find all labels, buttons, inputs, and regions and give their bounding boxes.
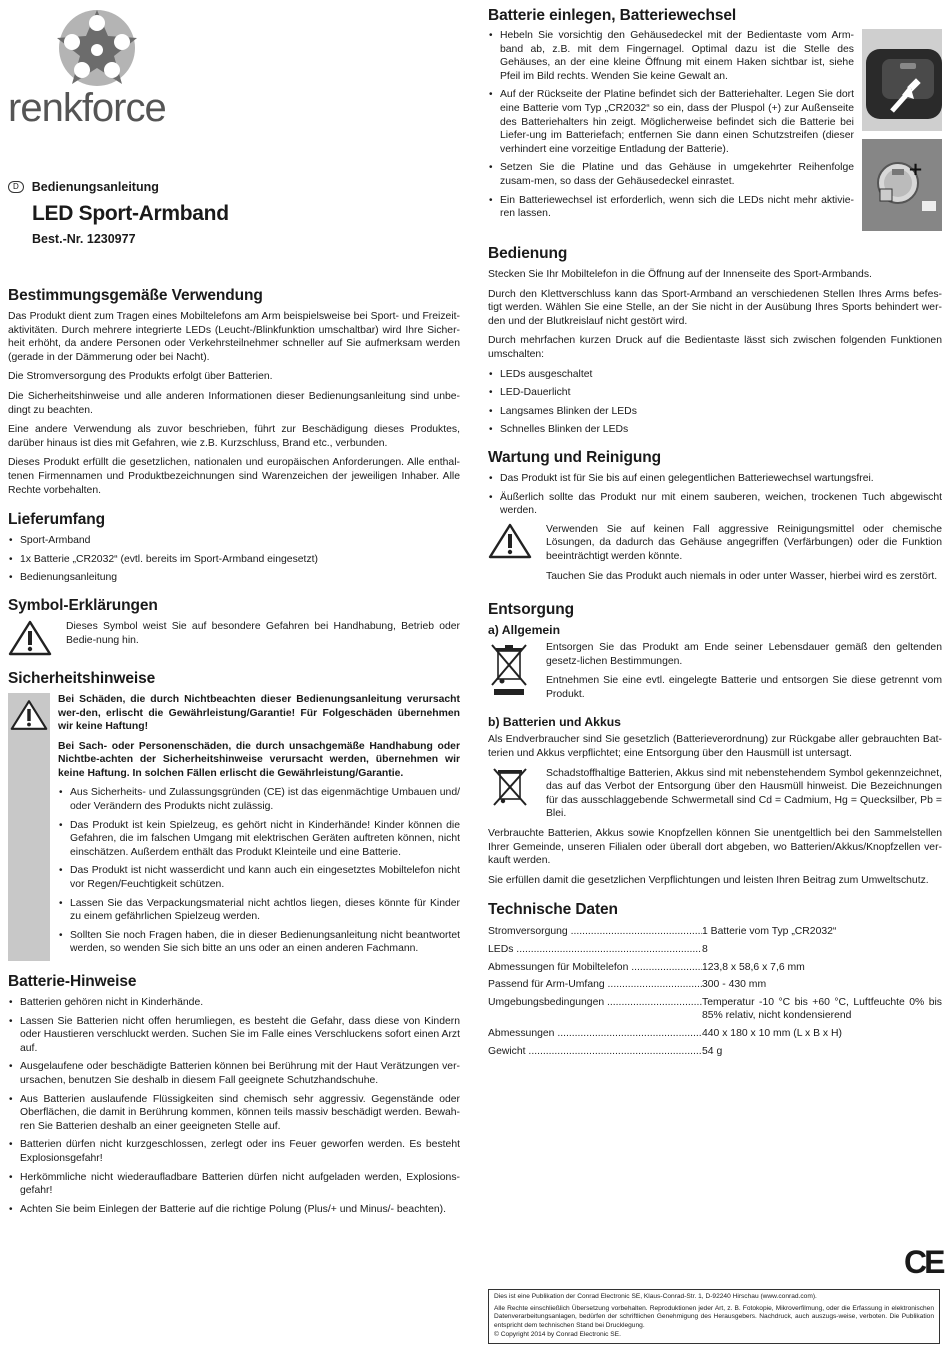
battery-holder-photo	[862, 139, 942, 231]
paragraph: Entnehmen Sie eine evtl. eingelegte Batterie und entsorgen Sie diese getrennt vom Produkt.	[546, 675, 942, 700]
safety-bold-note: Bei Sach- oder Personenschäden, die durch unsachgemäße Handhabung oder Nichtbe-achten der Sicherheitshinweise verursacht werden, übernehmen wir keine Haftung. In solchen Fällen erlischt die Gewährleistung/Garantie.	[58, 740, 460, 779]
tech-table	[488, 925, 942, 1058]
spec-value: 8	[702, 944, 708, 955]
doc-type: Bedienungsanleitung	[31, 180, 159, 194]
doc-header	[8, 180, 460, 246]
section-heading-battery-insert: Batterie einlegen, Batteriewechsel	[488, 7, 737, 24]
list-item: • Hebeln Sie vorsichtig den Gehäusedeckel mit der Bedientaste vom Arm-band ab, z.B. mit dem Fingernagel. Optimal dazu ist die Stelle des Gehäuses, an der eine kleine Öffnung mit einem Haken sichtbar ist, siehe Pfeil im Bild rechts. Wenden Sie keine Gewalt an.	[488, 29, 854, 83]
section-heading-delivery: Lieferumfang	[8, 511, 105, 529]
section-heading-disposal: Entsorgung	[488, 601, 574, 619]
section-heading-tech: Technische Daten	[488, 901, 618, 919]
spec-key: Umgebungsbedingungen .....	[488, 996, 702, 1023]
logo	[8, 6, 178, 131]
subheading-batteries: b) Batterien und Akkus	[488, 715, 621, 730]
list-item: • Bedienungsanleitung	[8, 571, 460, 585]
list-item: • Aus Batterien auslaufende Flüssigkeiten sind chemisch sehr aggressiv. Gegenstände oder Oberflächen, die damit in Berührung kommen, können teils massiv beschädigt werden. Bewah-ren Sie Batterien deshalb an einer geeigneten Stelle auf.	[8, 1093, 460, 1134]
paragraph: Als Endverbraucher sind Sie gesetzlich (Batterieverordnung) zur Rückgabe aller gebrauchten Bat-terien und Akkus verpflichtet; eine Entsorgung über den Hausmüll ist untersagt.	[488, 734, 942, 760]
section-heading-maintenance: Wartung und Reinigung	[488, 448, 661, 466]
list-item: • Sollten Sie noch Fragen haben, die in dieser Bedienungsanleitung nicht beantwortet werden, so wenden Sie sich bitte an uns oder an einen anderen Fachmann.	[58, 929, 460, 956]
renkforce-star-icon	[52, 6, 142, 88]
table-row	[488, 961, 942, 975]
list-item: • Sport-Armband	[8, 534, 460, 548]
list-item: • Herkömmliche nicht wiederaufladbare Batterien dürfen nicht aufgeladen werden, Explosions-gefahr!	[8, 1171, 460, 1198]
footer-line: Dies ist eine Publikation der Conrad Electronic SE, Klaus-Conrad-Str. 1, D-92240 Hirschau (www.conrad.com).	[494, 1293, 817, 1300]
crossed-bin-icon	[488, 641, 532, 697]
section-heading-operation: Bedienung	[488, 245, 568, 262]
spec-key: Stromversorgung .....	[488, 925, 702, 939]
list-item: • Das Produkt ist kein Spielzeug, es gehört nicht in Kinderhände! Kinder können die Gefahren, die im falschen Umgang mit elektrischen Geräten auftreten können, nicht einschätzen. Außerdem enthält das Produkt Kleinteile und eine Batterie.	[58, 819, 460, 860]
housing-photo	[862, 29, 942, 131]
spec-value: 300 - 430 mm	[702, 979, 767, 991]
section-heading-safety: Sicherheitshinweise	[8, 669, 156, 687]
table-row	[488, 978, 942, 992]
list-item: • Achten Sie beim Einlegen der Batterie auf die richtige Polung (Plus/+ und Minus/- beachten).	[8, 1203, 460, 1217]
paragraph: Stecken Sie Ihr Mobiltelefon in die Öffnung auf der Innenseite des Sport-Armbands.	[488, 269, 872, 280]
maintenance-warning: Tauchen Sie das Produkt auch niemals in oder unter Wasser, hierbei wird es zerstört.	[546, 570, 938, 582]
spec-key: LEDs .....	[488, 943, 702, 957]
subheading-general: a) Allgemein	[488, 623, 561, 638]
table-row	[488, 1045, 942, 1059]
list-item: • Setzen Sie die Platine und das Gehäuse in umgekehrter Reihenfolge zusam-men, so dass der Gehäusedeckel einrastet.	[488, 161, 854, 188]
list-item: • Lassen Sie das Verpackungsmaterial nicht achtlos liegen, dieses könnte für Kinder zu einem gefährlichen Spielzeug werden.	[58, 897, 460, 924]
spec-value: 440 x 180 x 10 mm (L x B x H)	[702, 1027, 842, 1039]
list-item: • Das Produkt ist für Sie bis auf einen gelegentlichen Batteriewechsel wartungsfrei.	[488, 472, 942, 486]
list-item: • Batterien dürfen nicht kurzgeschlossen, zerlegt oder ins Feuer geworfen werden. Es besteht Explosionsgefahr!	[8, 1138, 460, 1165]
section-heading-symbols: Symbol-Erklärungen	[8, 596, 158, 614]
svg-text:+: +	[908, 159, 924, 180]
section-heading-intended-use: Bestimmungsgemäße Verwendung	[8, 287, 263, 304]
spec-value: 123,8 x 58,6 x 7,6 mm	[702, 961, 805, 973]
spec-key: Gewicht .....	[488, 1045, 702, 1059]
ce-mark: CE	[904, 1244, 943, 1280]
table-row	[488, 996, 942, 1023]
paragraph: Dieses Produkt erfüllt die gesetzlichen, nationalen und europäischen Anforderungen. Alle enthal-tenen Firmennamen und Produktbezeichnungen sind Warenzeichen der jeweiligen Inhaber. Alle Rechte vorbehalten.	[8, 457, 460, 496]
brand-name: renkforce	[8, 86, 166, 130]
language-badge: D	[8, 181, 24, 193]
list-item: • Aus Sicherheits- und Zulassungsgründen (CE) ist das eigenmächtige Umbauen und/ oder Verändern des Produkts nicht zulässig.	[58, 786, 460, 813]
section-heading-battery-notes: Batterie-Hinweise	[8, 973, 137, 990]
warning-sidebar	[8, 693, 50, 961]
publisher-footer	[488, 1289, 940, 1344]
list-item: • LEDs ausgeschaltet	[488, 368, 942, 382]
paragraph: Eine andere Verwendung als zuvor beschrieben, führt zur Beschädigung dieses Produktes, darüber hinaus ist dies mit Gefahren, wie z.B. Kurzschluss, Brand etc., verbunden.	[8, 424, 460, 449]
warning-triangle-icon	[8, 620, 52, 656]
list-item: • Schnelles Blinken der LEDs	[488, 423, 942, 437]
list-item: • Ausgelaufene oder beschädigte Batterien können bei Berührung mit der Haut Verätzungen ver-ursachen, benutzen Sie deshalb in diesem Fall geeignete Schutzhandschuhe.	[8, 1060, 460, 1087]
list-item: • Das Produkt ist nicht wasserdicht und kann auch ein eingesetztes Mobiltelefon nicht vor Regen/Feuchtigkeit schützen.	[58, 864, 460, 891]
paragraph: Schadstoffhaltige Batterien, Akkus sind mit nebenstehendem Symbol gekennzeichnet, das auf das Verbot der Entsorgung über den Hausmüll hinweist. Die Bezeichnungen für das ausschlaggebende Schwermetall sind Cd = Cadmium, Hg = Quecksilber, Pb = Blei.	[546, 767, 942, 820]
copyright: © Copyright 2014 by Conrad Electronic SE.	[494, 1331, 621, 1339]
warning-triangle-icon	[488, 523, 532, 559]
paragraph: Die Stromversorgung des Produkts erfolgt über Batterien.	[8, 371, 273, 383]
symbol-explanation: Dieses Symbol weist Sie auf besondere Gefahren bei Handhabung, Betrieb oder Bedie-nung hin.	[66, 620, 460, 646]
paragraph: Das Produkt dient zum Tragen eines Mobiltelefons am Arm beispielsweise bei Sport- und Freizeit-aktivitäten. Durch mehrere integrierte LEDs (Leucht-/Blinkfunktion umschaltbar) wird Ihre Sicher-heit erhöht, da andere Personen oder Verkehrsteilnehmer schneller auf Sie aufmerksam werden (gerade in der Dämmerung oder bei Nacht).	[8, 311, 460, 363]
paragraph: Durch den Klettverschluss kann das Sport-Armband an verschiedenen Stellen Ihres Arms befes-tigt werden. Wählen Sie eine Stelle, an der Sie nicht in der Ausübung Ihres Sports behindert wer-den und der Blutkreislauf nicht gestört wird.	[488, 288, 942, 327]
list-item: • Lassen Sie Batterien nicht offen herumliegen, es besteht die Gefahr, dass diese von Kindern oder Haustieren verschluckt werden. Suchen Sie im Falle eines Verschluckens sofort einen Arzt auf.	[8, 1015, 460, 1056]
paragraph: Durch mehrfachen kurzen Druck auf die Bedientaste lässt sich zwischen folgenden Funktionen umschalten:	[488, 335, 942, 360]
spec-value: 1 Batterie vom Typ „CR2032“	[702, 926, 837, 938]
list-item: • 1x Batterie „CR2032“ (evtl. bereits im Sport-Armband eingesetzt)	[8, 553, 460, 567]
list-item: • Auf der Rückseite der Platine befindet sich der Batteriehalter. Legen Sie dort eine Batterie vom Typ „CR2032“ so ein, dass der Pluspol (+) zur Außenseite des Batteriehalters hin zeigt. Möglicherweise befindet sich die Batterie bei Liefer-ung im Batteriefach; entfernen Sie dann einen Schutzstreifen (dieser verhindert eine vorzeitige Entladung der Batterie).	[488, 88, 854, 156]
spec-value: Temperatur -10 °C bis +60 °C, Luftfeuchte 0% bis 85% relativ, nicht kondensierend	[702, 996, 942, 1022]
paragraph: Verbrauchte Batterien, Akkus sowie Knopfzellen können Sie unentgeltlich bei den Sammelstellen Ihrer Gemeinde, unseren Filialen oder überall dort abgeben, wo Batterien/Akkus/Knopfzellen ver-kauft werden.	[488, 828, 942, 867]
table-row	[488, 1027, 942, 1041]
spec-key: Abmessungen für Mobiltelefon .....	[488, 961, 702, 975]
page-title: LED Sport-Armband	[32, 202, 229, 225]
table-row	[488, 943, 942, 957]
spec-key: Abmessungen .....	[488, 1027, 702, 1041]
table-row	[488, 925, 942, 939]
list-item: • Batterien gehören nicht in Kinderhände.	[8, 996, 460, 1010]
list-item: • Ein Batteriewechsel ist erforderlich, wenn sich die LEDs nicht mehr aktivie-ren lassen.	[488, 194, 854, 221]
warning-triangle-icon	[10, 699, 48, 731]
spec-key: Passend für Arm-Umfang .....	[488, 978, 702, 992]
maintenance-warning: Verwenden Sie auf keinen Fall aggressive Reinigungsmittel oder chemische Lösungen, da dadurch das Gehäuse angegriffen (Verfärbungen) oder die Funktion beeinträchtigt werden könnte.	[546, 523, 942, 562]
crossed-battery-bin-icon	[488, 767, 532, 807]
paragraph: Entsorgen Sie das Produkt am Ende seiner Lebensdauer gemäß den geltenden gesetz-lichen Bestimmungen.	[546, 642, 942, 667]
safety-bold-note: Bei Schäden, die durch Nichtbeachten dieser Bedienungsanleitung verursacht wer-den, erlischt die Gewährleistung/Garantie! Für Folgeschäden übernehmen wir keine Haftung!	[58, 693, 460, 733]
list-item: • Langsames Blinken der LEDs	[488, 405, 942, 419]
list-item: • LED-Dauerlicht	[488, 386, 942, 400]
paragraph: Die Sicherheitshinweise und alle anderen Informationen dieser Bedienungsanleitung sind unbe-dingt zu beachten.	[8, 390, 460, 416]
paragraph: Sie erfüllen damit die gesetzlichen Verpflichtungen und leisten Ihren Beitrag zum Umweltschutz.	[488, 874, 929, 886]
footer-line: Alle Rechte einschließlich Übersetzung vorbehalten. Reproduktionen jeder Art, z. B. Fotokopie, Mikroverfilmung, oder die Erfassung in elektronischen Datenverarbeitungsanlagen, bedürfen der schriftlichen Genehmigung des Herausgebers. Nachdruck, auch auszugs-weise, verboten. Die Publikation entspricht dem technischen Stand bei Drucklegung.	[494, 1304, 934, 1329]
order-number: Best.-Nr. 1230977	[32, 232, 136, 246]
spec-value: 54 g	[702, 1045, 723, 1057]
list-item: • Äußerlich sollte das Produkt nur mit einem sauberen, weichen, trockenen Tuch abgewischt werden.	[488, 491, 942, 518]
